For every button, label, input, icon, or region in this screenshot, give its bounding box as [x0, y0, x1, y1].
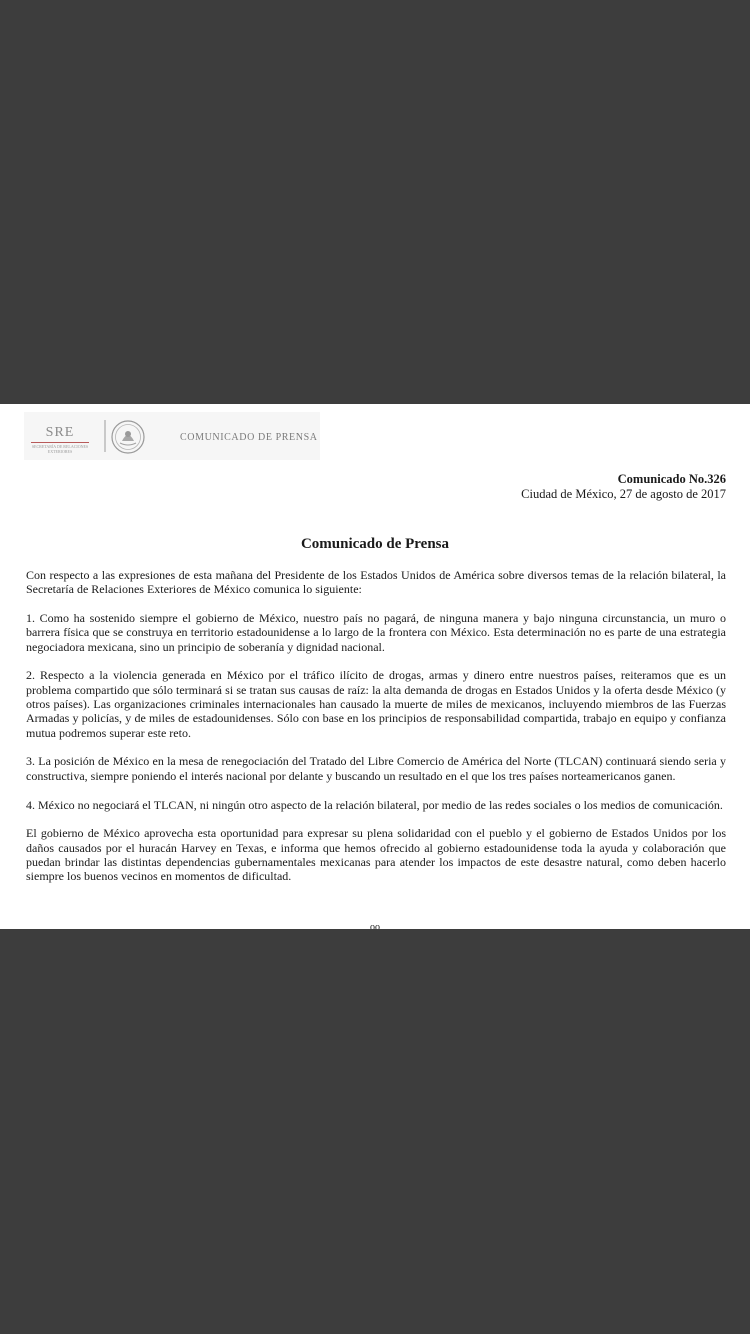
place-date: Ciudad de México, 27 de agosto de 2017 — [521, 487, 726, 501]
release-meta — [521, 472, 726, 502]
document-title: Comunicado de Prensa — [300, 536, 450, 552]
paragraph-point-1: 1. Como ha sostenido siempre el gobierno de México, nuestro país no pagará, de ninguna manera y bajo ninguna circunstancia, un muro o barrera física que se construya en territorio estadounidense a lo largo de la frontera con México. Esta determinación no es parte de una estrategia negociadora mexicana, sino un principio de soberanía y dignidad nacional. — [26, 611, 726, 654]
letterhead-divider — [104, 420, 106, 452]
sre-logo-subtext: SECRETARÍA DE RELACIONES EXTERIORES — [31, 444, 89, 454]
paragraph-intro: Con respecto a las expresiones de esta mañana del Presidente de los Estados Unidos de América sobre diversos temas de la relación bilateral, la Secretaría de Relaciones Exteriores de México comunica lo siguiente: — [26, 568, 726, 597]
sre-logo-rule — [31, 442, 89, 443]
paragraph-point-4: 4. México no negociará el TLCAN, ni ningún otro aspecto de la relación bilateral, por medio de las redes sociales o los medios de comunicación. — [26, 797, 723, 812]
paragraph-closing: El gobierno de México aprovecha esta oportunidad para expresar su plena solidaridad con el pueblo y el gobierno de Estados Unidos por los daños causados por el huracán Harvey en Texas, e informa que hemos ofrecido al gobierno estadounidense toda la ayuda y colaboración que puedan brindar las distintas dependencias gubernamentales mexicanas para atender los impactos de este desastre natural, como deben hacerlo siempre los buenos vecinos en momentos de dificultad. — [26, 826, 726, 884]
sre-logo — [24, 414, 96, 458]
press-release-document — [0, 404, 750, 929]
page-marker: oo — [370, 922, 380, 929]
document-body — [26, 568, 726, 898]
paragraph-point-2: 2. Respecto a la violencia generada en México por el tráfico ilícito de drogas, armas y dinero entre nuestros países, reiteramos que es un problema compartido que sólo terminará si se tratan sus causas de raíz: la alta demanda de drogas en Estados Unidos y la oferta desde México (y otros países). Las organizaciones criminales internacionales han causado la muerte de miles de mexicanos, incluyendo miembros de las Fuerzas Armadas y policías, y de miles de estadounidenses. Sólo con base en los principios de responsabilidad compartida, trabajo en equipo y confianza mutua podremos superar este reto. — [26, 668, 726, 740]
release-number: Comunicado No.326 — [617, 472, 726, 486]
letterhead — [24, 412, 320, 460]
paragraph-point-3: 3. La posición de México en la mesa de renegociación del Tratado del Libre Comercio de América del Norte (TLCAN) continuará siendo seria y constructiva, siempre poniendo el interés nacional por delante y buscando un resultado en el que los tres países norteamericanos ganen. — [26, 754, 726, 783]
mexico-seal-icon — [110, 419, 146, 455]
header-label: COMUNICADO DE PRENSA — [180, 432, 318, 443]
sre-logo-text: SRE — [45, 425, 75, 440]
